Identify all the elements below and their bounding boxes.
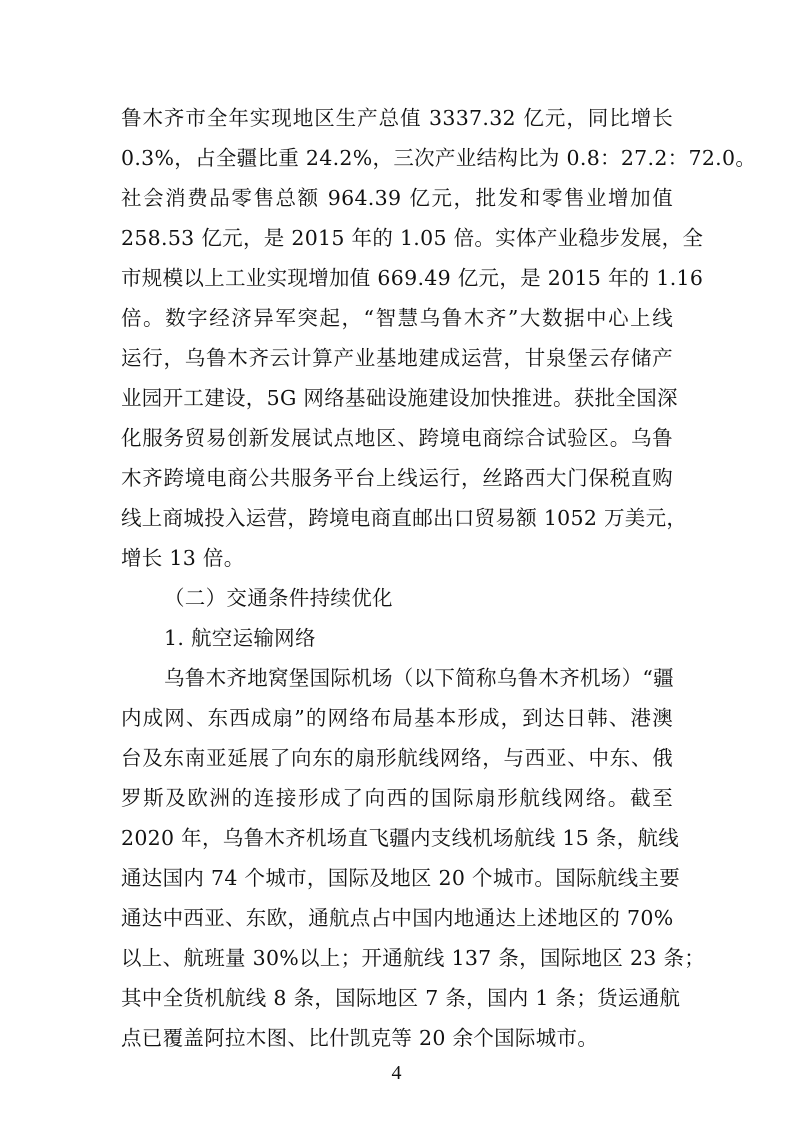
body-text-line: 增长 13 倍。 xyxy=(121,546,245,570)
body-text-line: 其中全货机航线 8 条，国际地区 7 条，国内 1 条；货运通航 xyxy=(121,986,681,1010)
body-text-line: 社会消费品零售总额 964.39 亿元，批发和零售业增加值 xyxy=(121,186,673,210)
body-text-line: 0.3%，占全疆比重 24.2%，三次产业结构比为 0.8：27.2：72.0。 xyxy=(121,146,757,170)
body-text-line: 通达中西亚、东欧，通航点占中国内地通达上述地区的 70% xyxy=(121,906,674,930)
body-text-line: 倍。数字经济异军突起，“智慧乌鲁木齐”大数据中心上线 xyxy=(121,306,673,330)
body-text-line: 鲁木齐市全年实现地区生产总值 3337.32 亿元，同比增长 xyxy=(121,106,673,130)
body-text-line: 乌鲁木齐地窝堡国际机场（以下简称乌鲁木齐机场）“疆 xyxy=(164,666,674,690)
body-text-line: 内成网、东西成扇”的网络布局基本形成，到达日韩、港澳 xyxy=(121,706,673,730)
body-text-line: 258.53 亿元，是 2015 年的 1.05 倍。实体产业稳步发展，全 xyxy=(121,226,704,250)
body-text-line: 线上商城投入运营，跨境电商直邮出口贸易额 1052 万美元， xyxy=(121,506,688,530)
body-text-line: 化服务贸易创新发展试点地区、跨境电商综合试验区。乌鲁 xyxy=(121,426,673,450)
body-text-line: 罗斯及欧洲的连接形成了向西的国际扇形航线网络。截至 xyxy=(121,786,673,810)
body-text-line: 通达国内 74 个城市，国际及地区 20 个城市。国际航线主要 xyxy=(121,866,681,890)
body-text-line: 业园开工建设，5G 网络基础设施建设加快推进。获批全国深 xyxy=(121,386,678,410)
body-text-line: 2020 年，乌鲁木齐机场直飞疆内支线机场航线 15 条，航线 xyxy=(121,826,680,850)
body-text-line: 点已覆盖阿拉木图、比什凯克等 20 余个国际城市。 xyxy=(121,1026,599,1050)
body-text-line: 以上、航班量 30%以上；开通航线 137 条，国际地区 23 条； xyxy=(121,946,706,970)
body-text-line: 市规模以上工业实现增加值 669.49 亿元，是 2015 年的 1.16 xyxy=(121,266,704,290)
section-heading: （二）交通条件持续优化 xyxy=(164,586,393,610)
subsection-heading: 1. 航空运输网络 xyxy=(164,626,316,650)
body-text-line: 台及东南亚延展了向东的扇形航线网络，与西亚、中东、俄 xyxy=(121,746,673,770)
page-number: 4 xyxy=(391,1062,402,1084)
body-text-line: 木齐跨境电商公共服务平台上线运行，丝路西大门保税直购 xyxy=(121,466,673,490)
body-text-line: 运行，乌鲁木齐云计算产业基地建成运营，甘泉堡云存储产 xyxy=(121,346,673,370)
